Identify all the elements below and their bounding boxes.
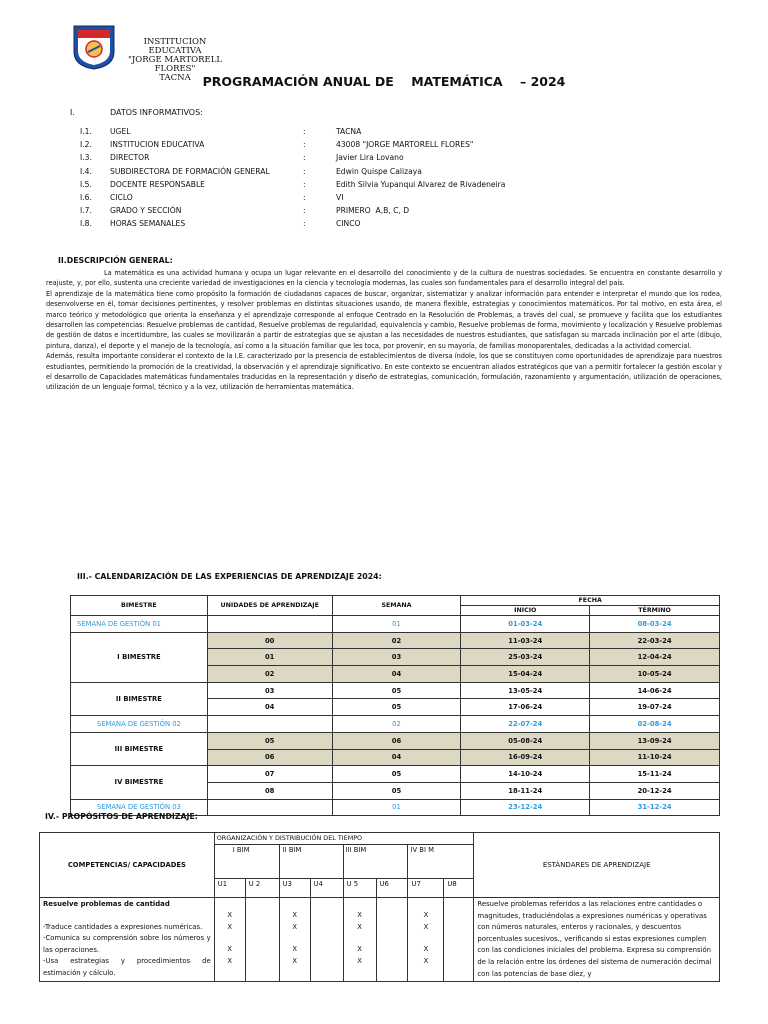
cell-termino: 19-07-24 xyxy=(590,699,720,716)
info-row xyxy=(80,180,505,193)
unit-marks xyxy=(245,898,279,982)
unit-marks xyxy=(444,898,474,982)
info-sep: : xyxy=(303,166,306,176)
description-paragraph-3: Además, resulta importante considerar el contexto de la I.E. caracterizado por la presencia de establecimientos de diversa índole, los que se constituyen como oportunidades de aprendizaje para nuestros estudiantes, permitiendo la promoción de la creatividad, la observación y el aprendizaje significativo. En este contexto se encuentran aliados estratégicos que van a permitir fortalecer la gestión escolar y el desarrollo de Capacidades matemáticas fundamentales traducidas en la representación y diseño de estrategias, comunicación, formulación, razonamiento y argumentación, utilización de operaciones, utilización de un lenguaje formal, técnico y a la vez, utilización de herramientas matemática. xyxy=(46,352,722,392)
header-bimestre: BIMESTRE xyxy=(71,596,208,616)
header-bim-1: I BIM xyxy=(214,845,279,879)
section-2-heading: II.DESCRIPCIÓN GENERAL: xyxy=(58,256,173,265)
page-title: PROGRAMACIÓN ANUAL DE MATEMÁTICA – 2024 xyxy=(202,74,566,89)
cell-termino: 20-12-24 xyxy=(590,782,720,799)
x-mark: X xyxy=(423,911,429,919)
section-1-heading xyxy=(70,108,203,117)
x-mark: X xyxy=(357,922,362,931)
section-1-title: DATOS INFORMATIVOS: xyxy=(110,108,203,117)
competencia-cell xyxy=(40,898,215,982)
header-unidades: UNIDADES DE APRENDIZAJE xyxy=(207,596,332,616)
x-mark: X xyxy=(423,956,429,965)
description-text xyxy=(46,268,722,393)
info-value: Edith Silvia Yupanqui Alvarez de Rivadeneira xyxy=(336,179,506,189)
cell-termino: 15-11-24 xyxy=(590,766,720,783)
capacidad-item: -Traduce cantidades a expresiones numéricas. xyxy=(43,922,203,931)
cell-semana: 04 xyxy=(332,666,461,683)
cell-bimestre: SEMANA DE GESTIÓN 01 xyxy=(71,616,208,633)
cell-inicio: 22-07-24 xyxy=(461,716,590,733)
cell-semana: 05 xyxy=(332,699,461,716)
header-unit: U3 xyxy=(279,879,310,898)
info-num: I.4. xyxy=(80,166,92,176)
x-mark: X xyxy=(292,911,297,919)
cell-unidad: 00 xyxy=(207,632,332,649)
header-inicio: INICIO xyxy=(461,606,590,616)
cell-semana: 03 xyxy=(332,649,461,666)
purposes-table xyxy=(39,832,720,982)
info-sep: : xyxy=(303,140,306,150)
cell-unidad xyxy=(207,716,332,733)
header-unit: U6 xyxy=(376,879,408,898)
x-mark: X xyxy=(423,922,429,931)
header-unit: U 5 xyxy=(343,879,376,898)
cell-inicio: 01-03-24 xyxy=(461,616,590,633)
header-unit: U1 xyxy=(214,879,245,898)
info-num: I.6. xyxy=(80,192,92,202)
cell-unidad: 07 xyxy=(207,766,332,783)
info-label: INSTITUCION EDUCATIVA xyxy=(110,140,205,150)
info-sep: : xyxy=(303,219,306,229)
cell-termino: 02-08-24 xyxy=(590,716,720,733)
school-logo xyxy=(70,22,118,70)
info-label: HORAS SEMANALES xyxy=(110,219,186,229)
unit-marks xyxy=(408,898,444,982)
calendar-header-row xyxy=(71,596,720,606)
info-row xyxy=(80,127,505,140)
cell-bimestre: I BIMESTRE xyxy=(71,632,208,682)
cell-inicio: 17-06-24 xyxy=(461,699,590,716)
info-value: CINCO xyxy=(336,219,361,229)
cell-semana: 05 xyxy=(332,766,461,783)
x-mark: X xyxy=(227,945,233,953)
cell-unidad: 04 xyxy=(207,699,332,716)
header-termino: TÉRMINO xyxy=(590,606,720,616)
cell-unidad: 06 xyxy=(207,749,332,766)
table-row xyxy=(71,766,720,783)
header-fecha: FECHA xyxy=(461,596,720,606)
info-value: PRIMERO A,B, C, D xyxy=(336,206,410,216)
cell-termino: 22-03-24 xyxy=(590,632,720,649)
cell-inicio: 11-03-24 xyxy=(461,632,590,649)
header-unit: U 2 xyxy=(245,879,279,898)
header-semana: SEMANA xyxy=(332,596,461,616)
info-sep: : xyxy=(303,192,306,202)
unit-marks xyxy=(376,898,408,982)
header-organizacion: ORGANIZACIÓN Y DISTRIBUCIÓN DEL TIEMPO xyxy=(214,833,474,845)
cell-semana: 01 xyxy=(332,799,461,816)
cell-inicio: 18-11-24 xyxy=(461,782,590,799)
cell-bimestre: II BIMESTRE xyxy=(71,682,208,715)
info-sep: : xyxy=(303,179,306,189)
info-num: I.3. xyxy=(80,153,92,163)
purposes-header-row-1 xyxy=(40,833,720,845)
info-value: VI xyxy=(336,192,344,202)
cell-bimestre: SEMANA DE GESTIÓN 02 xyxy=(71,716,208,733)
x-mark: X xyxy=(292,922,297,931)
info-label: DIRECTOR xyxy=(110,153,150,163)
header-bim-4: IV BI M xyxy=(408,845,474,879)
table-row xyxy=(71,732,720,749)
cell-inicio: 14-10-24 xyxy=(461,766,590,783)
cell-bimestre: IV BIMESTRE xyxy=(71,766,208,799)
info-list xyxy=(80,127,505,233)
info-row xyxy=(80,219,505,232)
x-mark: X xyxy=(357,911,362,919)
school-line-3: TACNA xyxy=(159,73,191,83)
table-row xyxy=(71,716,720,733)
x-mark: X xyxy=(357,945,362,953)
table-row xyxy=(71,682,720,699)
info-value: Javier Lira Lovano xyxy=(336,153,404,163)
cell-inicio: 23-12-24 xyxy=(461,799,590,816)
school-line-2: "JORGE MARTORELL FLORES" xyxy=(127,55,222,74)
description-paragraph-2: El aprendizaje de la matemática tiene como propósito la formación de ciudadanos capaces de buscar, organizar, sistematizar y analizar información para entender e interpretar el mundo que los rodea, desenvolverse en él, tomar decisiones pertinentes, y resolver problemas en distintas situaciones usando, de manera flexible, estrategias y conocimientos matemáticos. Por tal motivo, en esta área, el marco teórico y metodológico que orienta la enseñanza y el aprendizaje corresponde al enfoque Centrado en la Resolución de Problemas, a través del cual, se promueve y facilita que los estudiantes desarrollen las competencias: Resuelve problemas de cantidad, Resuelve problemas de regularidad, equivalencia y cambio, Resuelve problemas de forma, movimiento y localización y Resuelve problemas de gestión de datos e incertidumbre, las cuales se movilizarán a partir de estrategias que se ajustan a las necesidades de nuestros estudiantes, que satisfagan su marcada inclinación por el arte (dibujo, pintura, danza), el deporte y el manejo de la tecnología, así como a la situación familiar que les toca, por provenir, en su mayoría, de familias monoparentales, dedicadas a la actividad comercial. xyxy=(46,289,722,350)
cell-unidad: 08 xyxy=(207,782,332,799)
table-row xyxy=(71,632,720,649)
x-mark: X xyxy=(292,956,297,965)
description-paragraph-1: La matemática es una actividad humana y ocupa un lugar relevante en el desarrollo del conocimiento y de la cultura de nuestras sociedades. Se encuentra en constante desarrollo y reajuste, y, por ello, sustenta una creciente variedad de investigaciones en la ciencia y tecnología modernas, las cuales son fundamentales para el desarrollo integral del país. xyxy=(46,269,722,288)
info-row xyxy=(80,167,505,180)
cell-termino: 11-10-24 xyxy=(590,749,720,766)
section-4-heading: IV.- PROPÓSITOS DE APRENDIZAJE: xyxy=(45,812,198,821)
competencia-title: Resuelve problemas de cantidad xyxy=(43,900,170,908)
cell-termino: 14-06-24 xyxy=(590,682,720,699)
section-3-heading: III.- CALENDARIZACIÓN DE LAS EXPERIENCIAS DE APRENDIZAJE 2024: xyxy=(77,572,382,581)
cell-unidad: 05 xyxy=(207,732,332,749)
info-value: 43008 "JORGE MARTORELL FLORES" xyxy=(336,140,474,150)
header-estandares: ESTÁNDARES DE APRENDIZAJE xyxy=(474,833,720,898)
header-unit: U4 xyxy=(310,879,343,898)
unit-marks xyxy=(214,898,245,982)
calendar-table xyxy=(70,595,720,816)
x-mark: X xyxy=(357,956,362,965)
cell-termino: 08-03-24 xyxy=(590,616,720,633)
header-bim-3: III BIM xyxy=(343,845,408,879)
info-num: I.2. xyxy=(80,140,92,150)
x-mark: X xyxy=(227,956,233,965)
info-label: CICLO xyxy=(110,192,133,202)
x-mark: X xyxy=(227,911,233,919)
x-mark: X xyxy=(292,945,297,953)
info-row xyxy=(80,206,505,219)
header-unit: U8 xyxy=(444,879,474,898)
cell-semana: 02 xyxy=(332,716,461,733)
table-row xyxy=(71,616,720,633)
info-value: TACNA xyxy=(336,127,362,136)
x-mark: X xyxy=(423,945,429,953)
info-row xyxy=(80,153,505,166)
capacidad-item: -Usa estrategias y procedimientos de estimación y cálculo. xyxy=(43,957,211,977)
cell-unidad: 01 xyxy=(207,649,332,666)
header-bim-2: II BIM xyxy=(279,845,343,879)
cell-termino: 13-09-24 xyxy=(590,732,720,749)
cell-bimestre: SEMANA DE GESTIÓN 03 xyxy=(71,799,208,816)
info-num: I.7. xyxy=(80,206,92,216)
estandar-cell: Resuelve problemas referidos a las relaciones entre cantidades o magnitudes, traduciéndolas a expresiones numéricas y operativas con números naturales, enteros y racionales, y descuentos porcentuales sucesivos., verificando si estas expresiones cumplen con las condiciones iniciales del problema. Expresa su comprensión de la relación entre los órdenes del sistema de numeración decimal con las potencias de base diez, y xyxy=(474,898,720,982)
cell-termino: 10-05-24 xyxy=(590,666,720,683)
school-line-1: INSTITUCION EDUCATIVA xyxy=(143,37,207,56)
section-1-number: I. xyxy=(70,108,75,117)
info-row xyxy=(80,140,505,153)
x-mark: X xyxy=(227,922,233,931)
cell-inicio: 05-08-24 xyxy=(461,732,590,749)
unit-marks xyxy=(279,898,310,982)
cell-semana: 01 xyxy=(332,616,461,633)
unit-marks xyxy=(343,898,376,982)
cell-bimestre: III BIMESTRE xyxy=(71,732,208,765)
cell-unidad xyxy=(207,616,332,633)
cell-semana: 04 xyxy=(332,749,461,766)
info-row xyxy=(80,193,505,206)
cell-termino: 12-04-24 xyxy=(590,649,720,666)
info-sep: : xyxy=(303,153,306,163)
cell-termino: 31-12-24 xyxy=(590,799,720,816)
capacidad-item: -Comunica su comprensión sobre los números y las operaciones. xyxy=(43,934,211,954)
info-sep: : xyxy=(303,206,306,216)
cell-unidad: 02 xyxy=(207,666,332,683)
info-value: Edwin Quispe Calizaya xyxy=(336,166,422,176)
cell-unidad: 03 xyxy=(207,682,332,699)
cell-semana: 05 xyxy=(332,682,461,699)
info-label: DOCENTE RESPONSABLE xyxy=(110,179,205,189)
cell-inicio: 13-05-24 xyxy=(461,682,590,699)
cell-inicio: 25-03-24 xyxy=(461,649,590,666)
info-sep: : xyxy=(303,127,306,136)
cell-inicio: 15-04-24 xyxy=(461,666,590,683)
header-competencias: COMPETENCIAS/ CAPACIDADES xyxy=(40,833,215,898)
cell-semana: 02 xyxy=(332,632,461,649)
unit-marks xyxy=(310,898,343,982)
info-num: I.1. xyxy=(80,127,92,136)
info-num: I.5. xyxy=(80,179,92,189)
info-label: GRADO Y SECCIÓN xyxy=(110,206,182,216)
cell-inicio: 16-09-24 xyxy=(461,749,590,766)
info-label: SUBDIRECTORA DE FORMACIÓN GENERAL xyxy=(110,166,270,176)
info-label: UGEL xyxy=(110,127,131,136)
cell-semana: 05 xyxy=(332,782,461,799)
purposes-row xyxy=(40,898,720,982)
cell-unidad xyxy=(207,799,332,816)
cell-semana: 06 xyxy=(332,732,461,749)
header-unit: U7 xyxy=(408,879,444,898)
info-num: I.8. xyxy=(80,219,92,229)
